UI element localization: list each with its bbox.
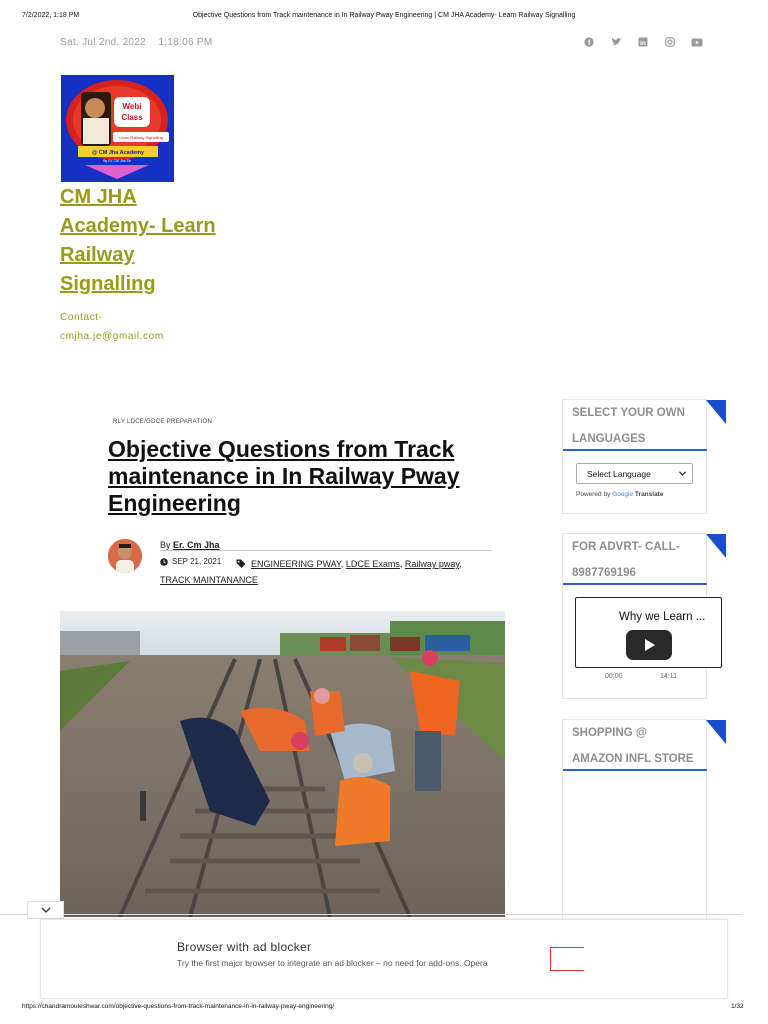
powered-by-label: Powered by: [576, 491, 611, 498]
facebook-icon[interactable]: [582, 35, 596, 49]
language-widget-title: SELECT YOUR OWN LANGUAGES: [563, 400, 707, 451]
youtube-icon[interactable]: [690, 35, 704, 49]
social-links: [582, 35, 704, 49]
widget-corner-icon: [706, 720, 726, 744]
ad-text: Try the first major browser to integrate an ad blocker – no need for add-ons. Opera: [177, 958, 488, 968]
clock-icon: [160, 558, 168, 566]
twitter-icon[interactable]: [609, 35, 623, 49]
video-timeline: [563, 668, 706, 688]
shopping-widget: [562, 719, 707, 919]
author-avatar[interactable]: [108, 539, 142, 573]
contact-block: [60, 308, 220, 346]
widget-corner-icon: [706, 400, 726, 424]
post-date: [160, 557, 221, 566]
play-icon: [645, 639, 655, 651]
tags-icon: [236, 559, 247, 568]
video-title[interactable]: Why we Learn ...: [619, 611, 706, 623]
language-widget: [562, 399, 707, 514]
by-label: By: [160, 540, 171, 550]
post-tags: ENGINEERING PWAY, LDCE Exams, Railway pway,: [236, 554, 496, 574]
widget-corner-icon: [706, 534, 726, 558]
author-link[interactable]: Er. Cm Jha: [173, 540, 220, 550]
tag-link[interactable]: Railway pway: [404, 559, 460, 569]
print-page-title: Objective Questions from Track maintenance in In Railway Pway Engineering | CM JHA Academy- Learn Railway Signalling: [192, 12, 576, 19]
meta-divider: [160, 550, 492, 551]
post-category[interactable]: RLY LDCE/GDCE PREPARATION: [113, 419, 213, 425]
ad-collapse-button[interactable]: [27, 901, 64, 919]
svg-text:f: f: [588, 40, 591, 47]
svg-text:in: in: [640, 40, 646, 47]
logo-byline: By Er. CM Jha Sir: [103, 159, 131, 163]
powered-by-google: [576, 491, 706, 498]
language-select[interactable]: [576, 463, 693, 484]
tag-link[interactable]: ENGINEERING PWAY: [251, 559, 341, 569]
featured-image: [60, 611, 505, 917]
topbar-date: Sat. Jul 2nd, 2022: [60, 37, 147, 48]
video-player[interactable]: [575, 597, 722, 668]
shopping-widget-title: SHOPPING @ AMAZON INFL STORE: [563, 720, 707, 771]
advert-widget: [562, 533, 707, 699]
google-logo: Google: [612, 491, 634, 498]
logo-banner: Learn Railway Signalling: [119, 135, 163, 140]
logo-badge-line2: Class: [121, 113, 143, 122]
site-logo[interactable]: [61, 75, 174, 182]
logo-artwork: [61, 75, 174, 182]
ad-cta-button[interactable]: [550, 947, 584, 971]
logo-badge-line1: Webi: [122, 102, 142, 111]
print-page-number: 1/32: [731, 1003, 744, 1010]
contact-label: Contact-: [60, 312, 103, 323]
ad-title[interactable]: Browser with ad blocker: [177, 940, 312, 954]
topbar-time: 1:18:06 PM: [158, 37, 213, 48]
post-title[interactable]: Objective Questions from Track maintenance in In Railway Pway Engineering: [108, 436, 460, 516]
print-datetime: 7/2/2022, 1:18 PM: [22, 12, 80, 19]
tag-link[interactable]: TRACK MAINTANANCE: [160, 575, 258, 585]
advert-widget-title: FOR ADVRT- CALL- 8987769196: [563, 534, 707, 585]
logo-academy: @ CM Jha Academy: [91, 150, 145, 156]
play-button[interactable]: [626, 630, 672, 660]
translate-link[interactable]: Translate: [634, 491, 664, 498]
ad-divider: [0, 914, 742, 915]
instagram-icon[interactable]: [663, 35, 677, 49]
tag-link[interactable]: LDCE Exams: [345, 559, 400, 569]
video-total-time: 14:11: [660, 673, 677, 680]
video-current-time: 00:00: [605, 673, 623, 680]
linkedin-icon[interactable]: [636, 35, 650, 49]
chevron-down-icon: [679, 471, 686, 476]
topbar-datetime: [60, 37, 213, 48]
post-date-text: SEP 21, 2021: [172, 557, 222, 566]
post-author: [160, 540, 220, 550]
chevron-down-icon: [41, 907, 51, 913]
site-title-link[interactable]: CM JHA Academy- Learn Railway Signalling: [60, 186, 216, 295]
contact-email[interactable]: cmjha.je@gmail.com: [60, 331, 164, 342]
language-select-value: Select Language: [587, 468, 651, 479]
print-url: https://chandramouleshwar.com/objective-questions-from-track-maintenance-in-in-railway-pway-engineering/: [22, 1003, 335, 1010]
